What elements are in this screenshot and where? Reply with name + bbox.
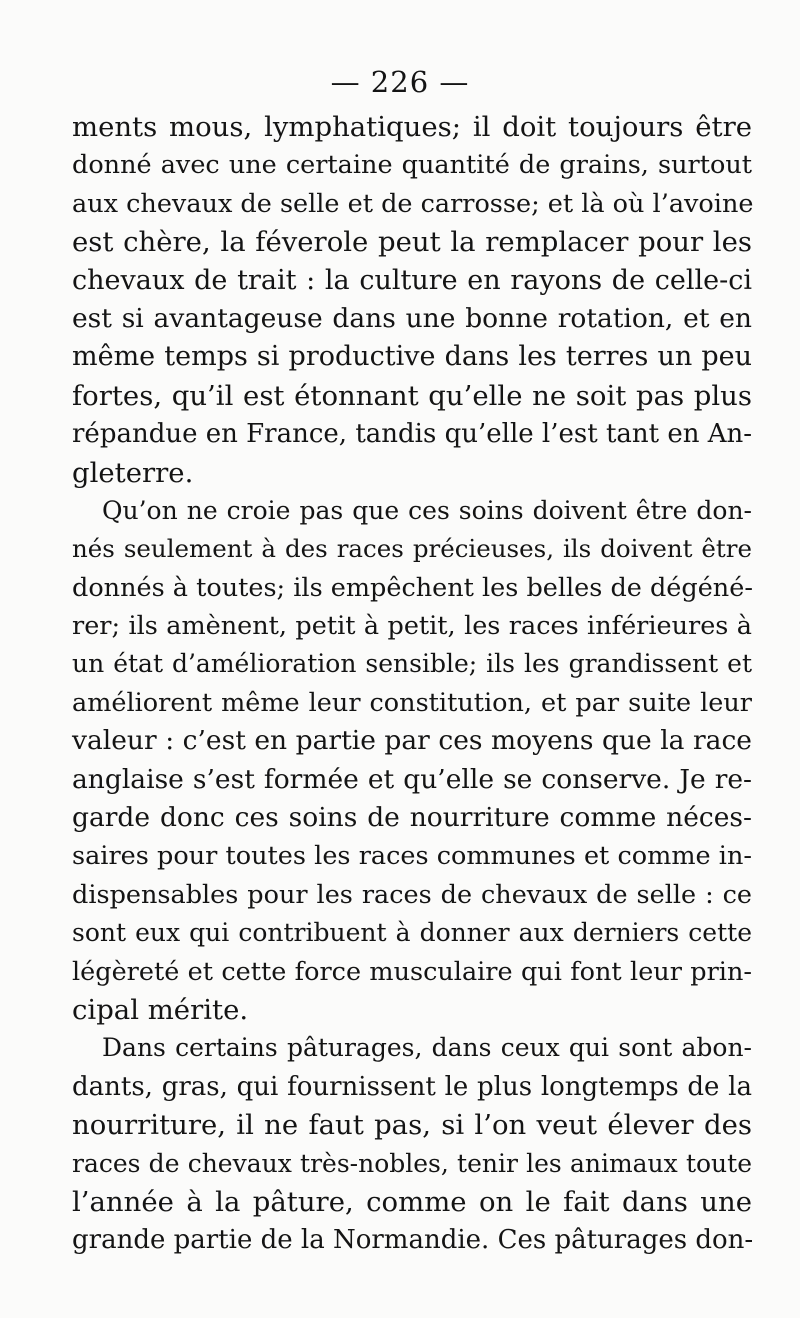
text-line: est si avantageuse dans une bonne rotation, et en — [72, 302, 752, 334]
text-line: est chère, la féverole peut la remplacer pour les — [72, 226, 752, 259]
text-line: grande partie de la Normandie. Ces pâturages don- — [72, 1225, 754, 1256]
text-line: dants, gras, qui fournissent le plus longtemps de la — [72, 1071, 752, 1102]
body-text — [72, 108, 752, 1260]
text-line: améliorent même leur constitution, et par suite leur — [72, 687, 752, 718]
text-line: dispensables pour les races de chevaux de selle : ce — [72, 879, 752, 910]
text-line: gleterre. — [72, 456, 194, 489]
text-line: garde donc ces soins de nourriture comme néces- — [72, 802, 752, 834]
text-line: nourriture, il ne faut pas, si l’on veut élever des — [72, 1109, 752, 1142]
text-line: donnés à toutes; ils empêchent les belles de dégéné- — [72, 572, 753, 603]
text-line: saires pour toutes les races communes et comme in- — [72, 841, 752, 872]
text-line: un état d’amélioration sensible; ils les grandissent et — [72, 649, 752, 679]
text-line: anglaise s’est formée et qu’elle se conserve. Je re- — [72, 763, 752, 795]
text-line: nés seulement à des races précieuses, ils doivent être — [72, 534, 752, 564]
text-line: sont eux qui contribuent à donner aux derniers cette — [72, 918, 752, 948]
page-number: — 226 — — [330, 65, 470, 99]
text-line: rer; ils amènent, petit à petit, les races inférieures à — [72, 611, 752, 642]
text-line: chevaux de trait : la culture en rayons de celle-ci — [72, 264, 752, 296]
text-line: valeur : c’est en partie par ces moyens que la race — [72, 725, 752, 757]
text-line: répandue en France, tandis qu’elle l’est tant en An- — [72, 419, 753, 450]
text-line: donné avec une certaine quantité de grains, surtout — [72, 150, 752, 181]
text-line: races de chevaux très-nobles, tenir les animaux toute — [72, 1148, 752, 1178]
text-line: même temps si productive dans les terres un peu — [72, 341, 752, 373]
text-line: fortes, qu’il est étonnant qu’elle ne soit pas plus — [72, 379, 752, 412]
text-line: cipal mérite. — [72, 993, 249, 1026]
text-line: aux chevaux de selle et de carrosse; et là où l’avoine — [72, 188, 754, 219]
text-line: ments mous, lymphatiques; il doit toujours être — [72, 111, 752, 143]
text-line: Dans certains pâturages, dans ceux qui sont abon- — [102, 1033, 752, 1063]
text-line: l’année à la pâture, comme on le fait dans une — [72, 1185, 752, 1218]
text-line: Qu’on ne croie pas que ces soins doivent être don- — [102, 495, 752, 525]
text-line: légèreté et cette force musculaire qui font leur prin- — [72, 956, 752, 987]
